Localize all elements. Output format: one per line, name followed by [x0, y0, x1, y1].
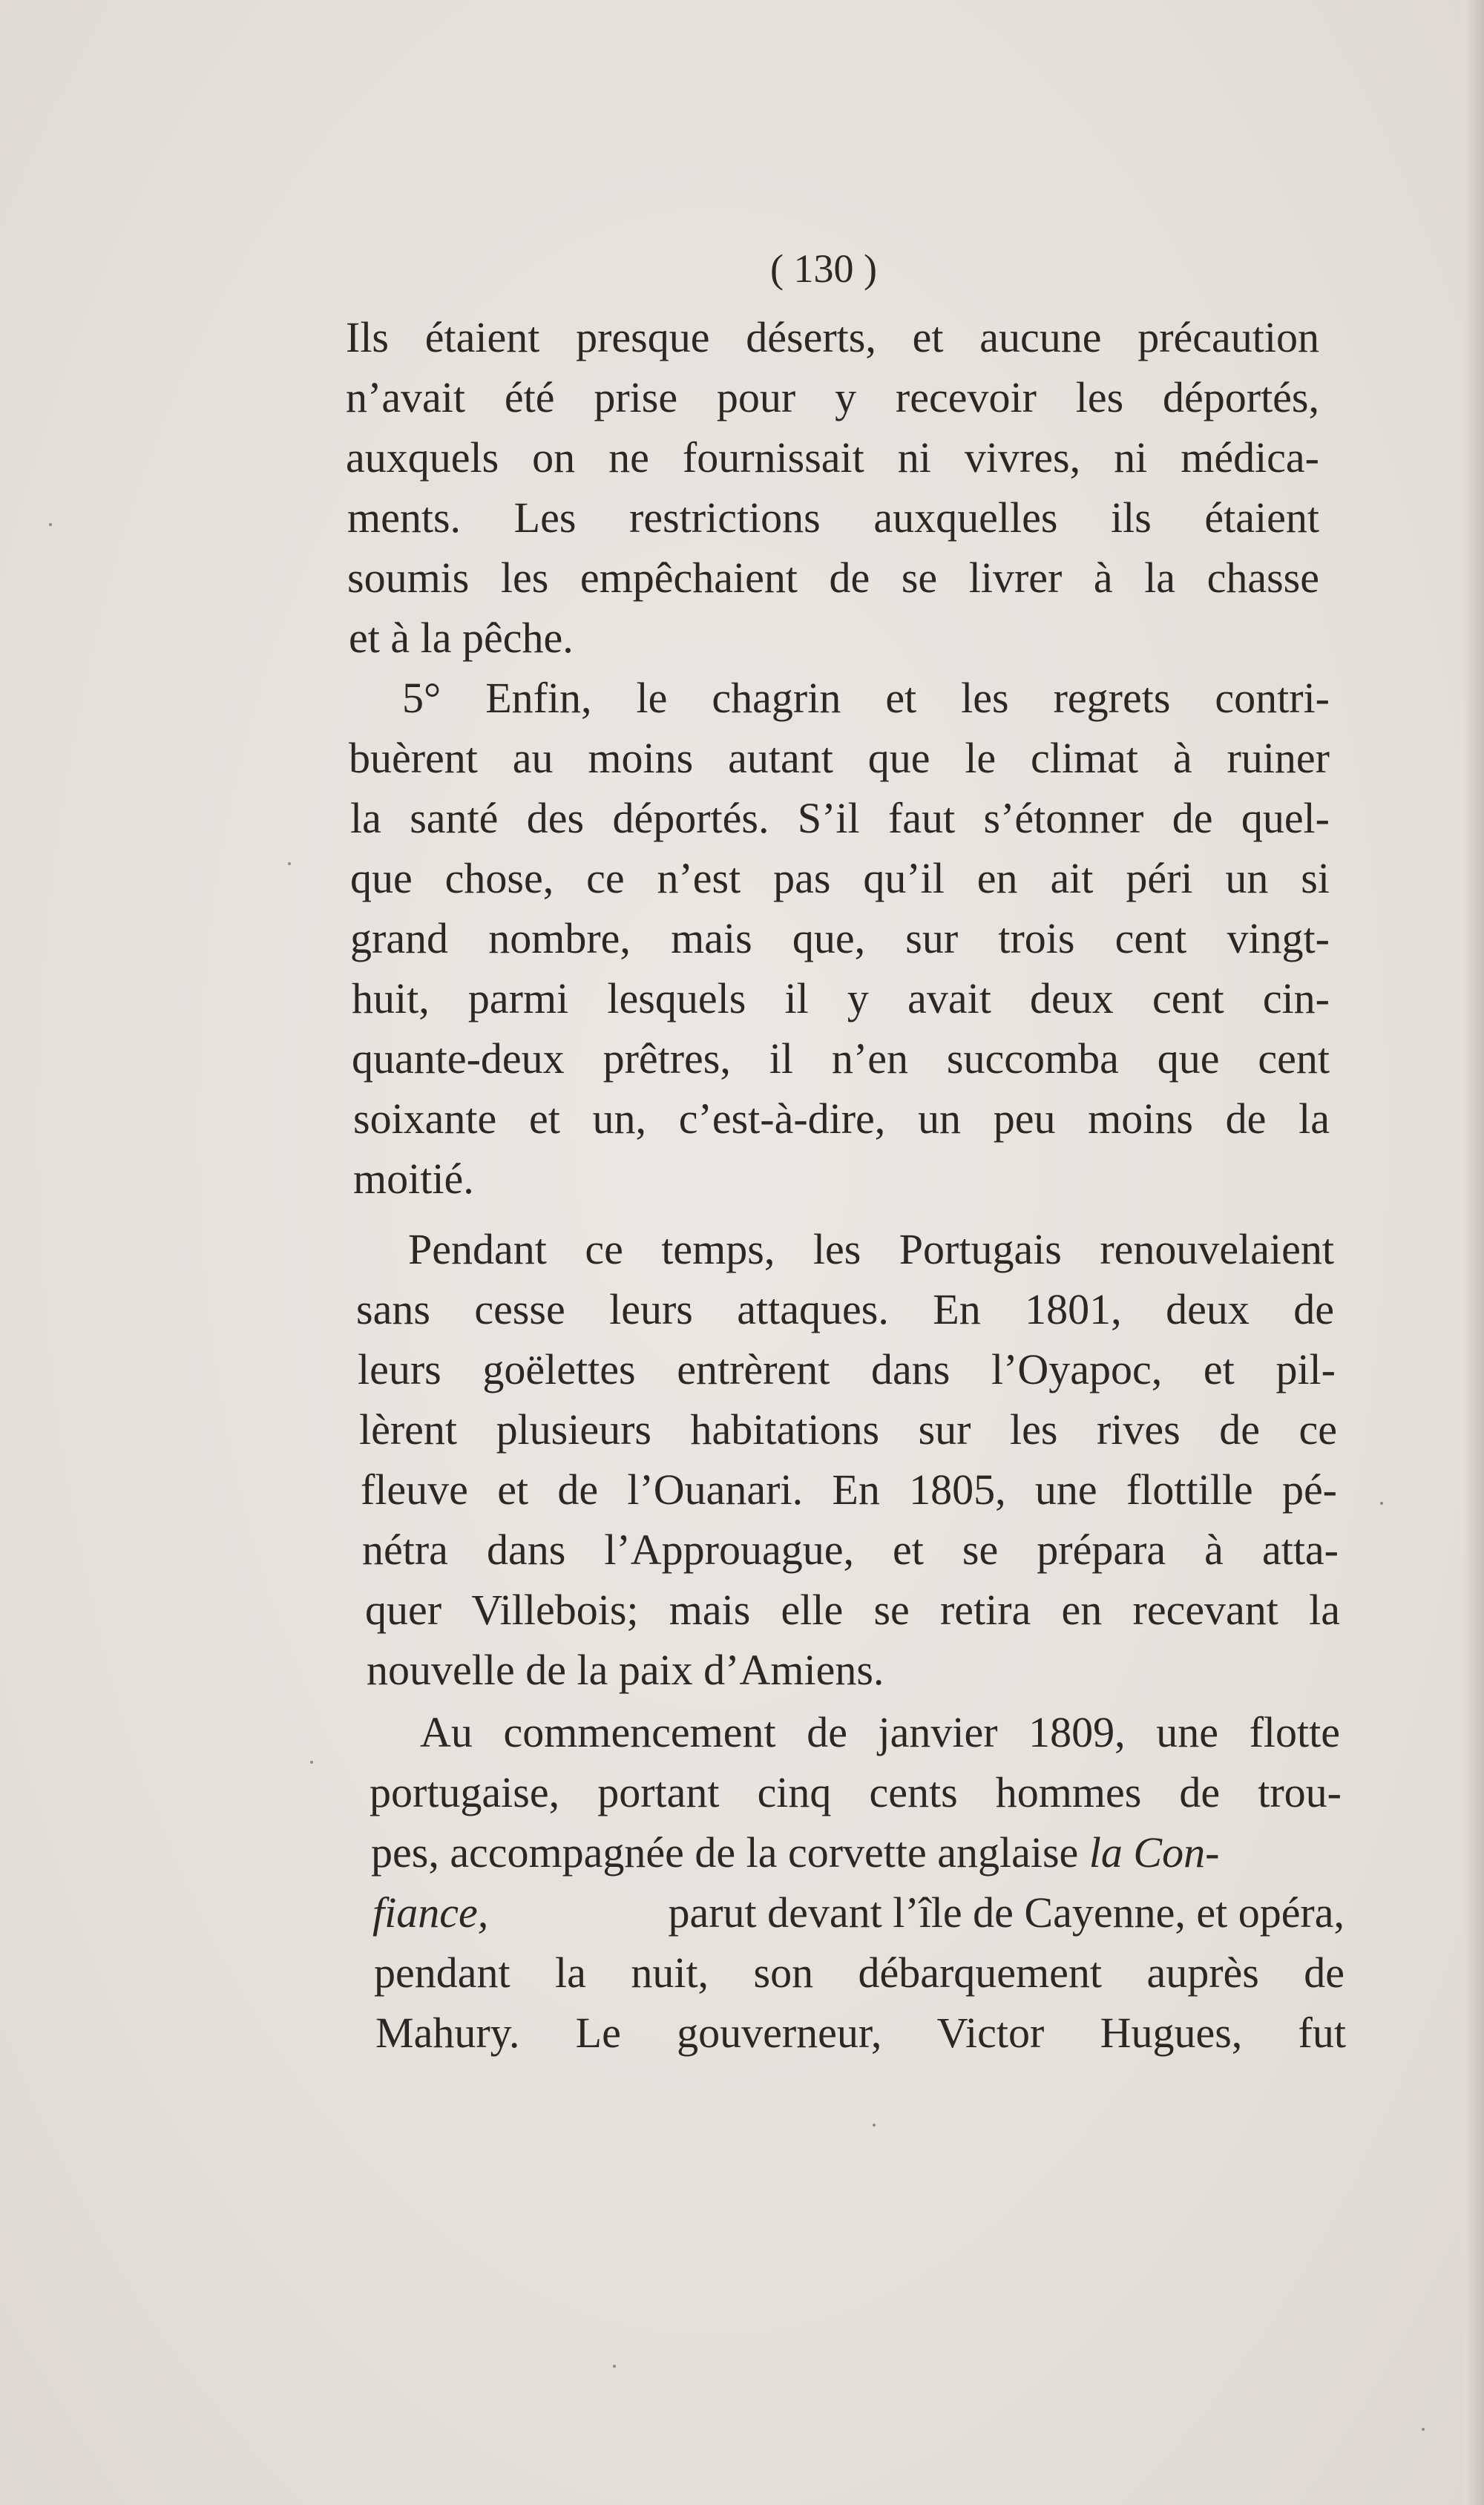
text-line: grand nombre, mais que, sur trois cent vingt- [350, 914, 1330, 962]
paper-speck [310, 1761, 313, 1764]
text-line: nétra dans l’Approuague, et se prépara à atta- [362, 1526, 1339, 1574]
text-line: lèrent plusieurs habitations sur les rives de ce [359, 1405, 1337, 1454]
text-line: Au commencement de janvier 1809, une flotte [420, 1708, 1340, 1756]
italic-title-span: fiance, [372, 1888, 489, 1937]
page-number: ( 130 ) [770, 246, 877, 291]
text-span: parut devant l’île de Cayenne, et opéra, [668, 1888, 1345, 1937]
text-line: portugaise, portant cinq cents hommes de trou- [370, 1768, 1342, 1816]
text-span: pes, accompagnée de la corvette anglaise [371, 1828, 1079, 1877]
text-line: Ils étaient presque déserts, et aucune précaution [346, 313, 1319, 361]
text-line: Pendant ce temps, les Portugais renouvelaient [408, 1225, 1334, 1273]
text-line: pendant la nuit, son débarquement auprès de [374, 1948, 1345, 1997]
text-line: et à la pêche. [349, 614, 574, 662]
text-line: soumis les empêchaient de se livrer à la chasse [347, 554, 1319, 602]
text-line: ments. Les restrictions auxquelles ils étaient [347, 493, 1319, 542]
text-line: fleuve et de l’Ouanari. En 1805, une flottille pé- [361, 1465, 1337, 1514]
paper-speck [1422, 2428, 1425, 2431]
text-line: quante-deux prêtres, il n’en succomba que cent [352, 1034, 1330, 1083]
text-line: que chose, ce n’est pas qu’il en ait péri un si [350, 854, 1330, 902]
text-line: huit, parmi lesquels il y avait deux cent cin- [352, 974, 1330, 1022]
text-line: buèrent au moins autant que le climat à ruiner [349, 734, 1330, 782]
paper-speck [873, 2124, 876, 2127]
text-line: n’avait été prise pour y recevoir les déportés, [346, 373, 1319, 421]
paper-speck [49, 523, 52, 526]
text-line-mixed [371, 1823, 1343, 1882]
text-line: la santé des déportés. S’il faut s’étonner de quel- [350, 794, 1330, 842]
page-edge-shadow [1463, 0, 1484, 2505]
text-line: 5° Enfin, le chagrin et les regrets contri- [402, 674, 1330, 722]
text-line-mixed [372, 1883, 1345, 1943]
text-line: quer Villebois; mais elle se retira en recevant la [365, 1586, 1340, 1634]
paper-speck [613, 2365, 616, 2368]
text-line: nouvelle de la paix d’Amiens. [367, 1646, 884, 1694]
paper-speck [1380, 1502, 1383, 1505]
text-line: sans cesse leurs attaques. En 1801, deux de [356, 1285, 1334, 1333]
text-line: soixante et un, c’est-à-dire, un peu moins de la [353, 1094, 1330, 1143]
paper-speck [288, 862, 291, 865]
italic-title-span: la Con- [1089, 1828, 1220, 1877]
text-line: moitié. [353, 1155, 474, 1203]
text-line: auxquels on ne fournissait ni vivres, ni médica- [346, 433, 1319, 482]
text-line: leurs goëlettes entrèrent dans l’Oyapoc, et pil- [358, 1345, 1336, 1393]
text-line: Mahury. Le gouverneur, Victor Hugues, fut [375, 2009, 1346, 2057]
